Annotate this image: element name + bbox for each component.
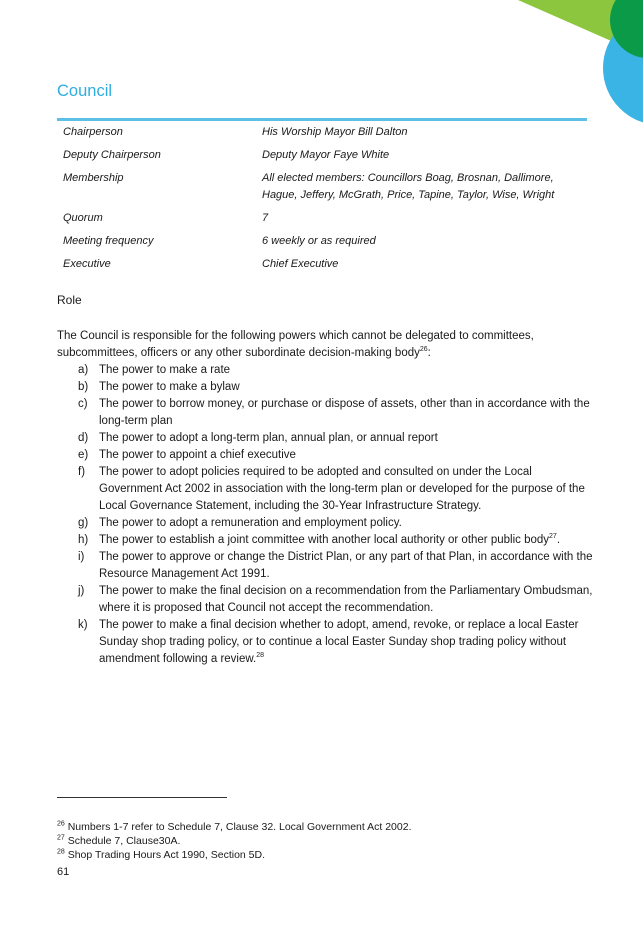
- info-label: Meeting frequency: [63, 235, 154, 247]
- power-item: [57, 532, 597, 549]
- item-marker: j): [78, 585, 85, 597]
- footnote-ref: 26: [419, 346, 428, 354]
- footnote-number: 28: [57, 848, 65, 856]
- info-value: Chief Executive: [262, 258, 339, 270]
- item-marker: h): [78, 534, 89, 546]
- power-item: [57, 379, 597, 396]
- info-label: Deputy Chairperson: [63, 149, 161, 161]
- footnote-separator: [57, 797, 227, 798]
- info-row-membership: [57, 168, 587, 208]
- role-heading: Role: [57, 293, 82, 307]
- power-item: [57, 447, 597, 464]
- power-item: [57, 362, 597, 379]
- item-marker: e): [78, 449, 89, 461]
- item-text-end: .: [556, 534, 561, 546]
- footnote-ref: 27: [549, 533, 557, 541]
- item-marker: g): [78, 517, 89, 529]
- page-number: 61: [57, 866, 70, 878]
- info-row-chairperson: [57, 122, 587, 145]
- item-marker: k): [78, 619, 88, 631]
- footnote: [57, 820, 412, 834]
- title-rule: [57, 118, 587, 121]
- role-intro: [57, 328, 597, 362]
- footnote-number: 26: [57, 820, 65, 828]
- info-row-quorum: [57, 208, 587, 231]
- item-marker: a): [78, 364, 89, 376]
- role-intro-text: The Council is responsible for the following powers which cannot be delegated to committees, subcommittees, officers or any other subordinate decision-making body: [57, 330, 534, 359]
- power-item: [57, 515, 597, 532]
- info-row-meeting-frequency: [57, 231, 587, 254]
- footnotes: [57, 820, 412, 862]
- power-item: [57, 396, 597, 430]
- item-text: The power to adopt a long-term plan, annual plan, or annual report: [99, 432, 438, 444]
- footnote: [57, 834, 412, 848]
- info-value: 7: [262, 212, 269, 224]
- footnote-text: Shop Trading Hours Act 1990, Section 5D.: [67, 849, 266, 861]
- power-item: [57, 583, 597, 617]
- info-row-deputy-chairperson: [57, 145, 587, 168]
- item-text: The power to make the final decision on a recommendation from the Parliamentary Ombudsman, where it is proposed that Council not accept the recommendation.: [99, 585, 593, 614]
- item-marker: i): [78, 551, 85, 563]
- item-text: The power to approve or change the District Plan, or any part of that Plan, in accordance with the Resource Management Act 1991.: [99, 551, 593, 580]
- info-value: 6 weekly or as required: [262, 235, 376, 247]
- footnote-text: Schedule 7, Clause30A.: [67, 835, 181, 847]
- footnote-text: Numbers 1-7 refer to Schedule 7, Clause 32. Local Government Act 2002.: [67, 821, 412, 833]
- council-info-table: [57, 122, 587, 277]
- corner-blue-circle: [603, 11, 643, 125]
- item-text: The power to borrow money, or purchase or dispose of assets, other than in accordance with the long-term plan: [99, 398, 590, 427]
- item-text: The power to adopt policies required to be adopted and consulted on under the Local Government Act 2002 in association with the long-term plan or developed for the purpose of the Local Governance Statement, including the 30-Year Infrastructure Strategy.: [99, 466, 585, 512]
- item-text: The power to appoint a chief executive: [99, 449, 296, 461]
- item-marker: f): [78, 466, 86, 478]
- item-marker: c): [78, 398, 88, 410]
- item-text: The power to adopt a remuneration and employment policy.: [99, 517, 402, 529]
- item-text: The power to make a final decision whether to adopt, amend, revoke, or replace a local Easter Sunday shop trading policy, or to continue a local Easter Sunday shop trading policy without amendment following a review.: [99, 619, 579, 665]
- footnote-number: 27: [57, 834, 65, 842]
- powers-list: [57, 362, 597, 668]
- info-value: Deputy Mayor Faye White: [262, 149, 390, 161]
- info-row-executive: [57, 254, 587, 277]
- footnote-ref: 28: [256, 652, 265, 660]
- power-item: [57, 549, 597, 583]
- power-item: [57, 430, 597, 447]
- item-marker: b): [78, 381, 89, 393]
- info-label: Membership: [63, 172, 124, 184]
- page-title: Council: [57, 82, 113, 100]
- info-value: All elected members: Councillors Boag, Brosnan, Dallimore, Hague, Jeffery, McGrath, Price, Tapine, Taylor, Wise, Wright: [262, 172, 555, 201]
- item-text: The power to establish a joint committee with another local authority or other public body: [99, 534, 550, 546]
- item-text: The power to make a bylaw: [99, 381, 240, 393]
- item-text: The power to make a rate: [99, 364, 231, 376]
- info-label: Executive: [63, 258, 111, 270]
- role-intro-end: :: [427, 347, 431, 359]
- footnote: [57, 848, 412, 862]
- info-label: Quorum: [63, 212, 103, 224]
- corner-dark-green-circle: [610, 0, 643, 58]
- item-marker: d): [78, 432, 89, 444]
- power-item: [57, 464, 597, 515]
- corner-green-band: [518, 0, 643, 55]
- info-value: His Worship Mayor Bill Dalton: [262, 126, 408, 138]
- info-label: Chairperson: [63, 126, 123, 138]
- power-item: [57, 617, 597, 668]
